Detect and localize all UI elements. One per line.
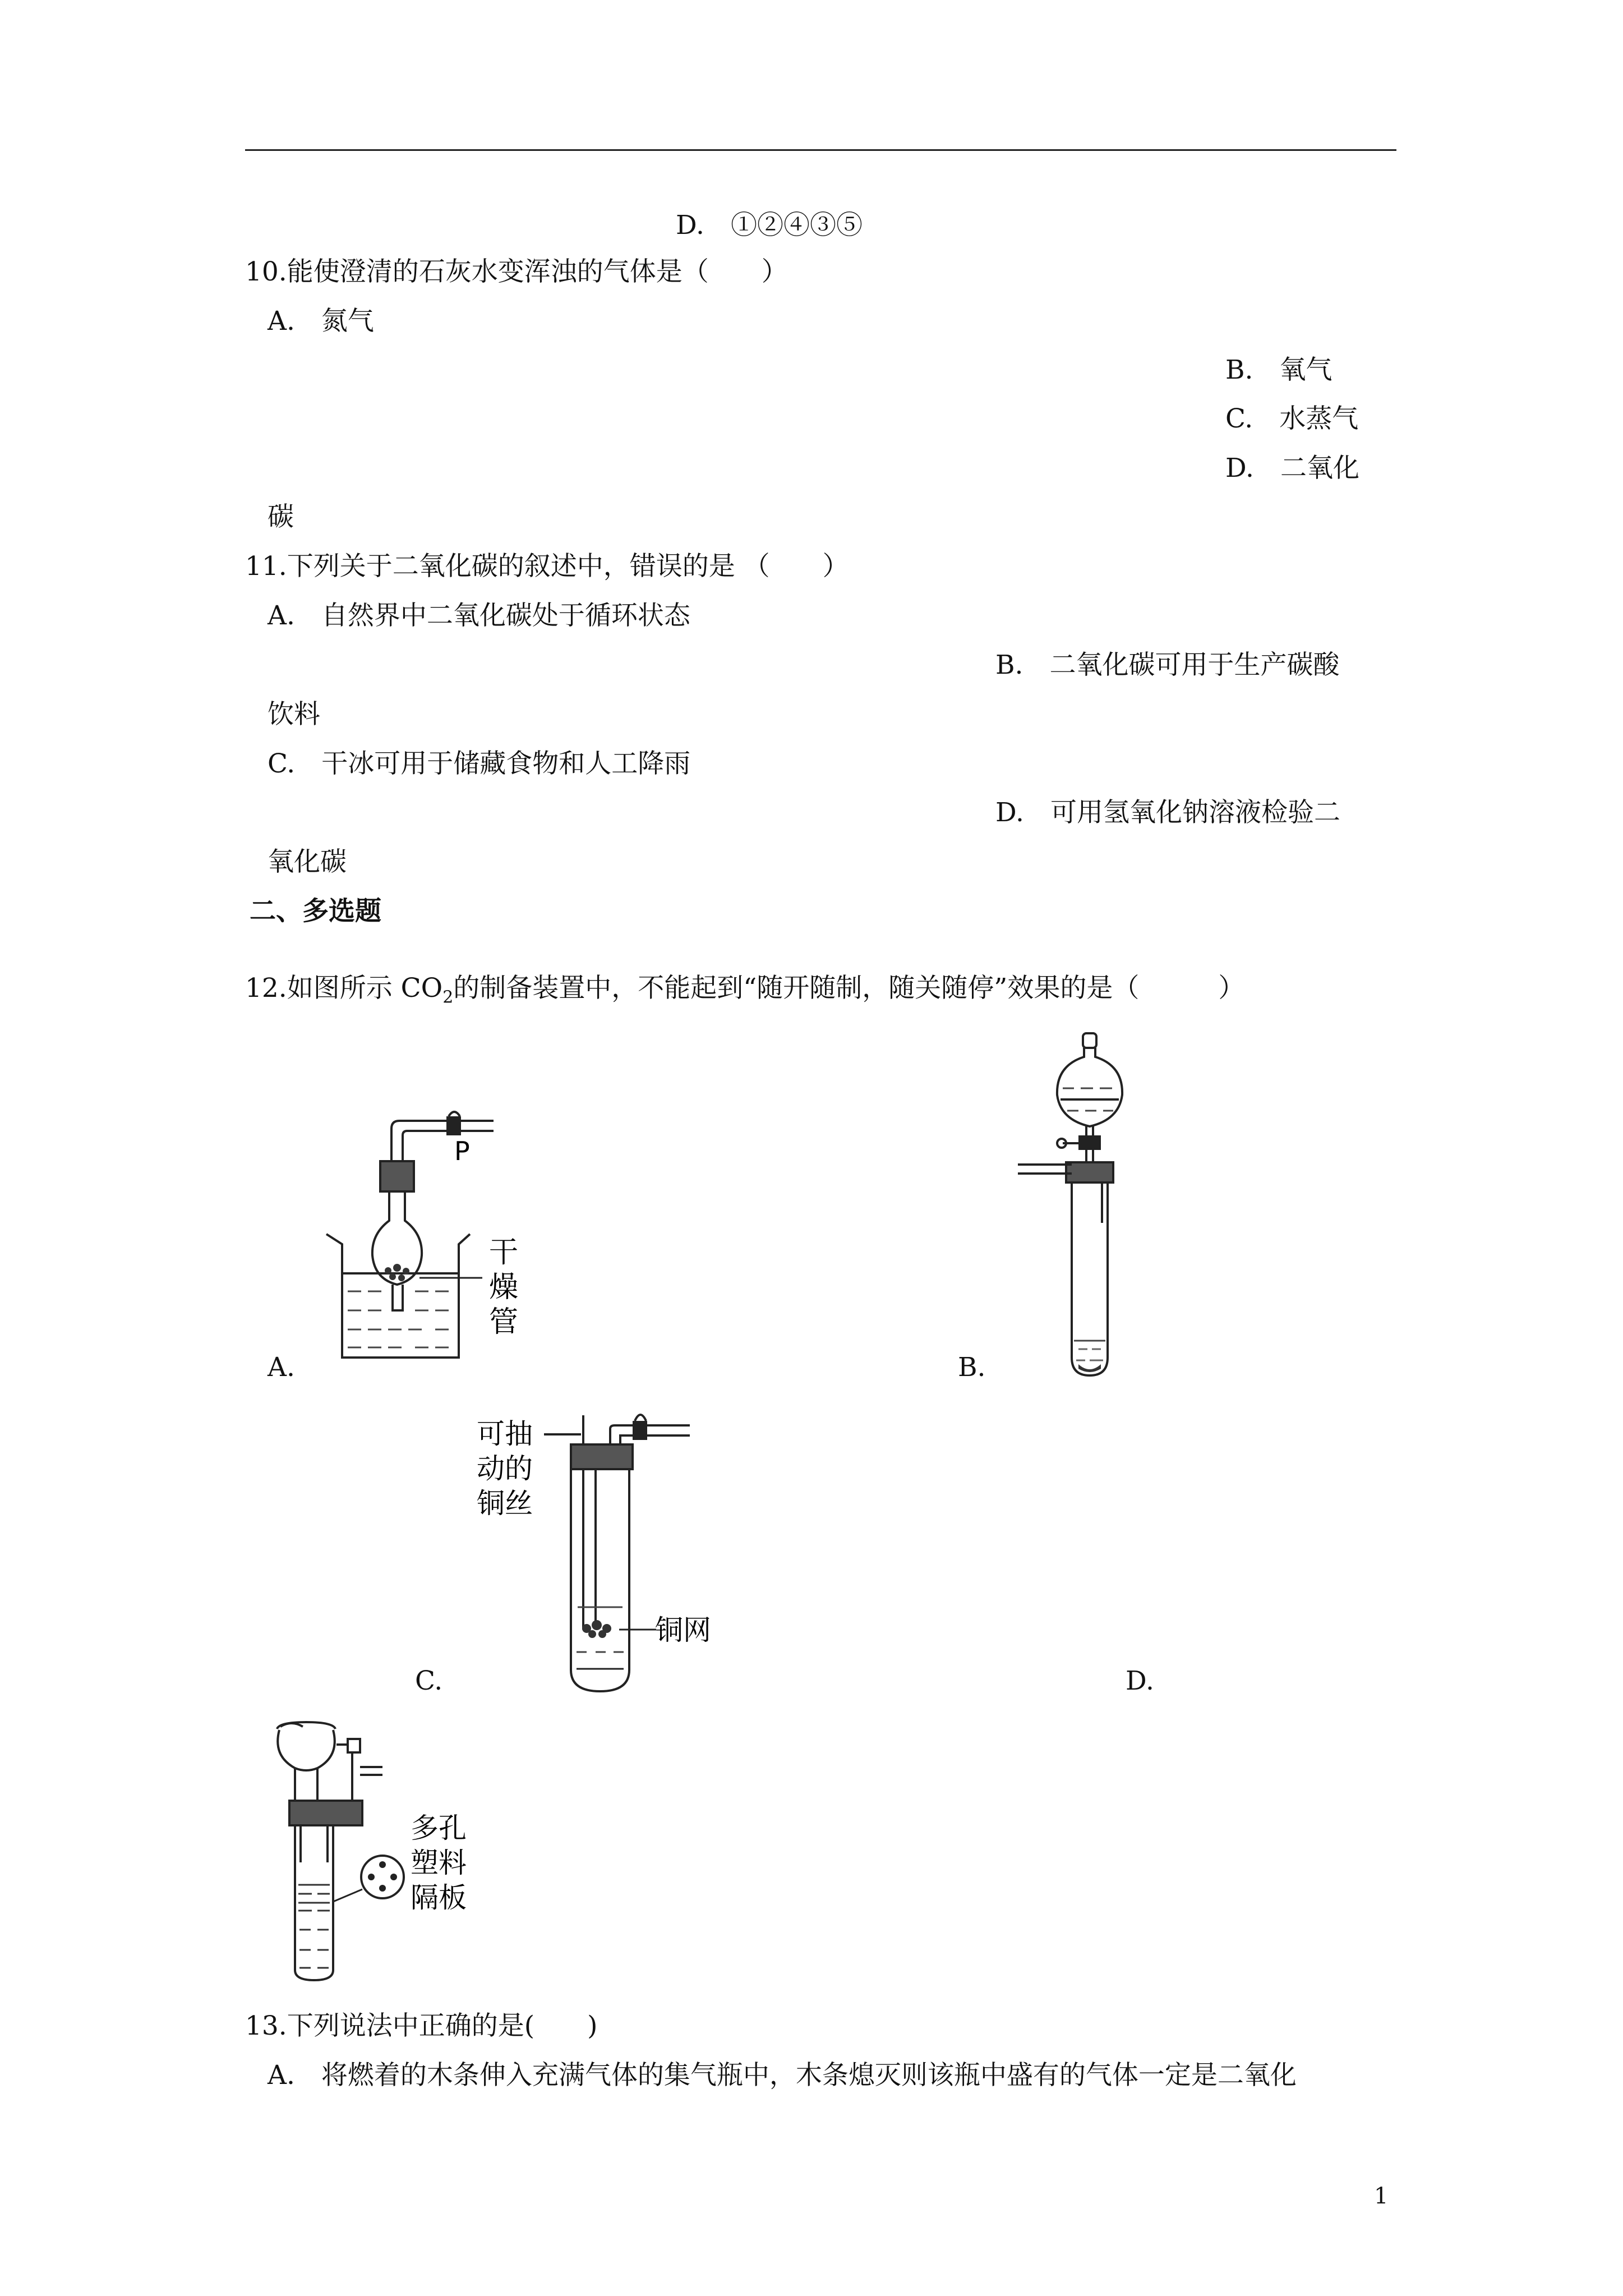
q10-option-b[interactable]: B. 氧气	[1225, 355, 1332, 385]
figure-d-apparatus	[264, 1717, 488, 1980]
q11-option-d[interactable]: D. 可用氢氧化钠溶液检验二	[995, 797, 1340, 828]
figure-a-apparatus	[314, 1116, 628, 1380]
figure-d-plate-label-2: 塑料	[411, 1847, 467, 1879]
q12-stem-pre: 12.如图所示 CO	[245, 973, 443, 1004]
figure-c-wire-label-2: 动的	[477, 1452, 533, 1485]
figure-a-tube-label-2: 燥	[489, 1271, 519, 1304]
figure-c-wire-label-3: 铜丝	[477, 1487, 533, 1520]
figure-a-clip-label: P	[454, 1136, 470, 1166]
q10-stem: 10.能使澄清的石灰水变浑浊的气体是（ ）	[245, 256, 788, 287]
q10-option-c[interactable]: C. 水蒸气	[1225, 403, 1359, 434]
q11-stem: 11.下列关于二氧化碳的叙述中，错误的是 （ ）	[245, 551, 849, 582]
page-number: 1	[1374, 2183, 1389, 2209]
q10-option-d-wrap: 碳	[268, 501, 294, 532]
header-rule	[245, 149, 1396, 151]
q11-option-b-wrap: 饮料	[268, 699, 320, 730]
q12-stem-subscript: 2	[442, 987, 454, 1007]
q11-option-b[interactable]: B. 二氧化碳可用于生产碳酸	[995, 650, 1340, 680]
q10-option-a[interactable]: A. 氮气	[268, 306, 374, 337]
figure-c-wire-label-1: 可抽	[477, 1418, 533, 1450]
figure-a-tube-label-3: 管	[489, 1305, 519, 1339]
q12-label-c[interactable]: C.	[415, 1665, 443, 1696]
figure-a-tube-label-1: 干	[489, 1236, 519, 1269]
figure-d-plate-label-1: 多孔	[411, 1812, 467, 1844]
q12-stem-post: 的制备装置中，不能起到“随开随制，随关随停”效果的是（ ）	[453, 973, 1245, 1004]
figure-c-mesh-label: 铜网	[655, 1614, 711, 1646]
q11-option-c[interactable]: C. 干冰可用于储藏食物和人工降雨	[268, 748, 691, 779]
q12-label-a[interactable]: A.	[268, 1352, 295, 1383]
q9-option-d[interactable]: D. ①②④③⑤	[676, 210, 863, 241]
q12-label-d[interactable]: D.	[1126, 1665, 1154, 1696]
q12-stem	[245, 972, 1244, 1014]
section-title-multiple-choice: 二、多选题	[250, 896, 381, 927]
q11-option-a[interactable]: A. 自然界中二氧化碳处于循环状态	[268, 600, 690, 631]
figure-c-apparatus	[477, 1405, 712, 1697]
q11-option-d-wrap: 氧化碳	[268, 846, 347, 877]
figure-d-plate-label-3: 隔板	[411, 1881, 467, 1914]
q10-option-d[interactable]: D. 二氧化	[1225, 453, 1359, 484]
figure-b-apparatus	[1018, 1032, 1186, 1380]
q13-option-a[interactable]: A. 将燃着的木条伸入充满气体的集气瓶中，木条熄灭则该瓶中盛有的气体一定是二氧化	[268, 2060, 1297, 2091]
q13-stem: 13.下列说法中正确的是( )	[245, 2010, 598, 2041]
q12-label-b[interactable]: B.	[958, 1352, 986, 1383]
